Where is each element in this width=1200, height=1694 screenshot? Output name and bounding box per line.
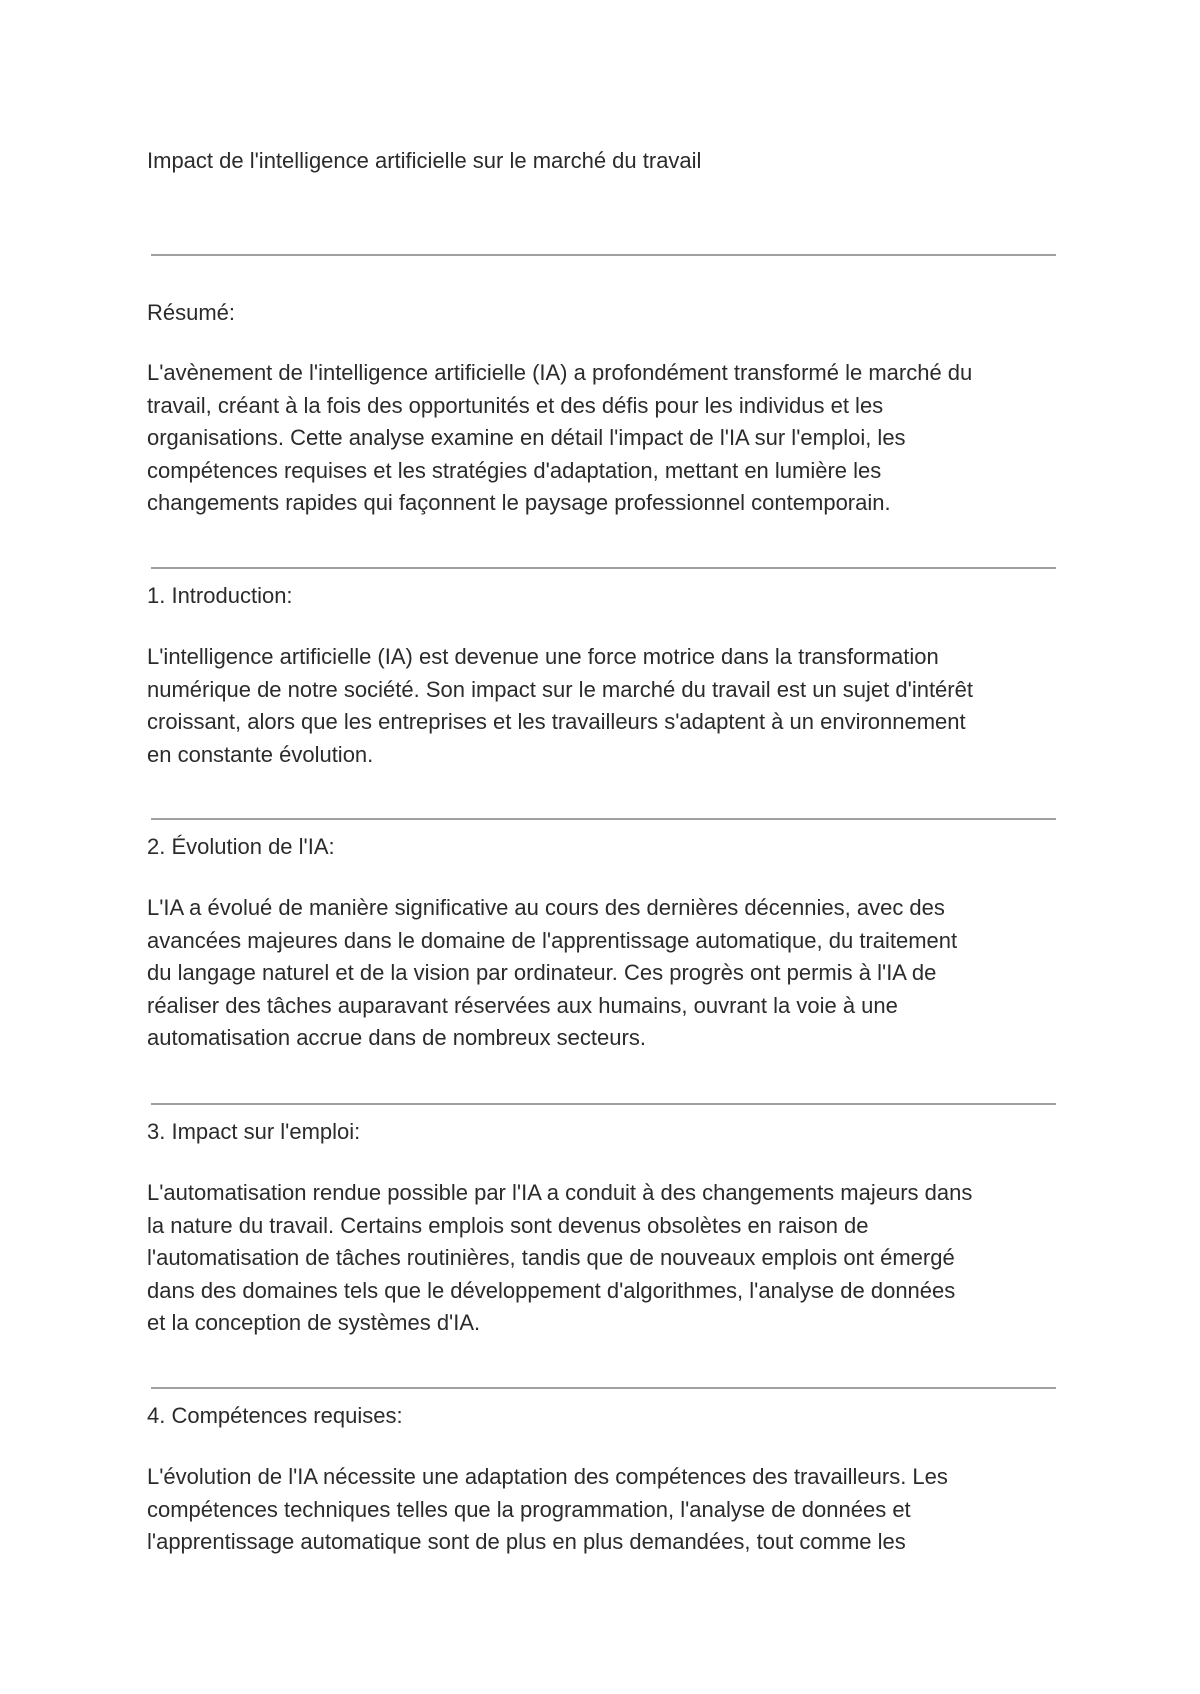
paragraph-line: du langage naturel et de la vision par ordinateur. Ces progrès ont permis à l'IA de (147, 960, 937, 985)
paragraph-line: croissant, alors que les entreprises et les travailleurs s'adaptent à un environnement (147, 709, 966, 734)
paragraph-line: en constante évolution. (147, 741, 374, 767)
paragraph-line: réaliser des tâches auparavant réservées aux humains, ouvrant la voie à une (147, 992, 898, 1018)
section-heading-evolution: 2. Évolution de l'IA: (147, 834, 335, 859)
paragraph-line: L'avènement de l'intelligence artificielle (IA) a profondément transformé le marché du (147, 360, 973, 385)
paragraph-line: automatisation accrue dans de nombreux secteurs. (147, 1025, 646, 1050)
paragraph-line: L'IA a évolué de manière significative au cours des dernières décennies, avec des (147, 895, 945, 920)
paragraph-line: compétences techniques telles que la programmation, l'analyse de données et (147, 1496, 911, 1522)
section-heading-competences: 4. Compétences requises: (147, 1403, 403, 1428)
section-divider (151, 1387, 1056, 1389)
paragraph-line: L'automatisation rendue possible par l'IA a conduit à des changements majeurs dans (147, 1180, 973, 1205)
section-paragraph-evolution (147, 892, 1067, 1055)
paragraph-line: changements rapides qui façonnent le paysage professionnel contemporain. (147, 490, 891, 515)
paragraph-line: L'évolution de l'IA nécessite une adaptation des compétences des travailleurs. Les (147, 1464, 948, 1489)
section-paragraph-introduction (147, 641, 1067, 771)
paragraph-line: avancées majeures dans le domaine de l'apprentissage automatique, du traitement (147, 927, 958, 953)
section-divider (151, 567, 1056, 569)
section-heading-introduction: 1. Introduction: (147, 583, 293, 608)
paragraph-line: l'automatisation de tâches routinières, tandis que de nouveaux emplois ont émergé (147, 1245, 955, 1270)
section-heading-resume: Résumé: (147, 300, 236, 325)
section-paragraph-impact-emploi (147, 1177, 1067, 1340)
section-divider (151, 1103, 1056, 1105)
section-heading-impact-emploi: 3. Impact sur l'emploi: (147, 1119, 361, 1144)
section-paragraph-resume (147, 357, 1067, 520)
paragraph-line: compétences requises et les stratégies d'adaptation, mettant en lumière les (147, 457, 882, 483)
paragraph-line: la nature du travail. Certains emplois sont devenus obsolètes en raison de (147, 1212, 869, 1238)
paragraph-line: numérique de notre société. Son impact sur le marché du travail est un sujet d'intérêt (147, 676, 973, 702)
section-divider (151, 254, 1056, 256)
paragraph-line: L'intelligence artificielle (IA) est devenue une force motrice dans la transformation (147, 644, 939, 669)
document-title: Impact de l'intelligence artificielle sur le marché du travail (147, 148, 702, 173)
section-paragraph-competences (147, 1461, 1067, 1559)
paragraph-line: organisations. Cette analyse examine en détail l'impact de l'IA sur l'emploi, les (147, 425, 906, 450)
section-divider (151, 818, 1056, 820)
paragraph-line: dans des domaines tels que le développement d'algorithmes, l'analyse de données (147, 1277, 956, 1303)
paragraph-line: travail, créant à la fois des opportunités et des défis pour les individus et les (147, 392, 884, 418)
paragraph-line: l'apprentissage automatique sont de plus en plus demandées, tout comme les (147, 1529, 906, 1554)
paragraph-line: et la conception de systèmes d'IA. (147, 1310, 481, 1335)
